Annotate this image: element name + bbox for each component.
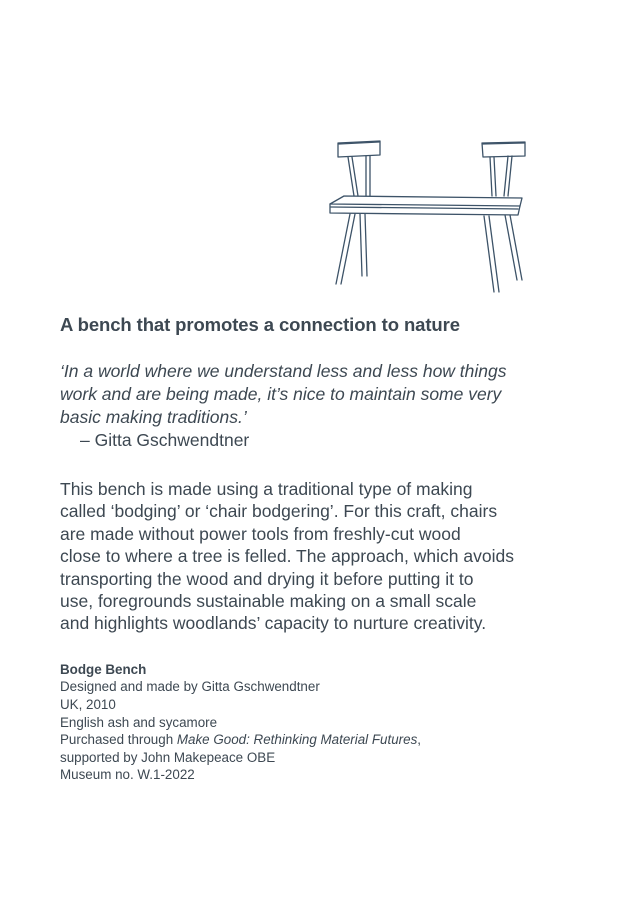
designer-quote <box>60 360 580 452</box>
object-heading: A bench that promotes a connection to nature <box>60 314 460 335</box>
label-content <box>60 312 580 784</box>
quote-line: basic making traditions.’ <box>60 407 247 427</box>
body-line: are made without power tools from freshly-cut wood <box>60 523 461 544</box>
object-title: Bodge Bench <box>60 661 147 677</box>
quote-line: work and are being made, it’s nice to maintain some very <box>60 384 502 404</box>
quote-attribution: – Gitta Gschwendtner <box>80 430 250 450</box>
body-line: This bench is made using a traditional type of making <box>60 479 473 499</box>
body-line: called ‘bodging’ or ‘chair bodgering’. For this craft, chairs <box>60 501 498 522</box>
bench-seat-top <box>330 196 522 206</box>
description-text <box>60 478 580 635</box>
body-line: transporting the wood and drying it before putting it to <box>60 568 474 589</box>
purchase-prefix: Purchased through <box>60 732 177 748</box>
object-tombstone <box>60 661 580 784</box>
object-support: supported by John Makepeace OBE <box>60 749 276 765</box>
body-line: close to where a tree is felled. The approach, which avoids <box>60 546 514 567</box>
object-designer: Designed and made by Gitta Gschwendtner <box>60 679 320 695</box>
bodge-bench-drawing <box>322 136 532 296</box>
body-line: and highlights woodlands’ capacity to nurture creativity. <box>60 613 487 634</box>
quote-line: ‘In a world where we understand less and less how things <box>60 361 507 381</box>
object-origin: UK, 2010 <box>60 697 116 713</box>
purchase-project-title: Make Good: Rethinking Material Futures <box>176 732 418 748</box>
object-materials: English ash and sycamore <box>60 714 218 730</box>
body-line: use, foregrounds sustainable making on a small scale <box>60 591 477 612</box>
object-purchase <box>60 731 580 749</box>
purchase-suffix: , <box>417 732 422 748</box>
museum-number: Museum no. W.1-2022 <box>60 767 195 783</box>
bench-illustration <box>322 136 532 296</box>
